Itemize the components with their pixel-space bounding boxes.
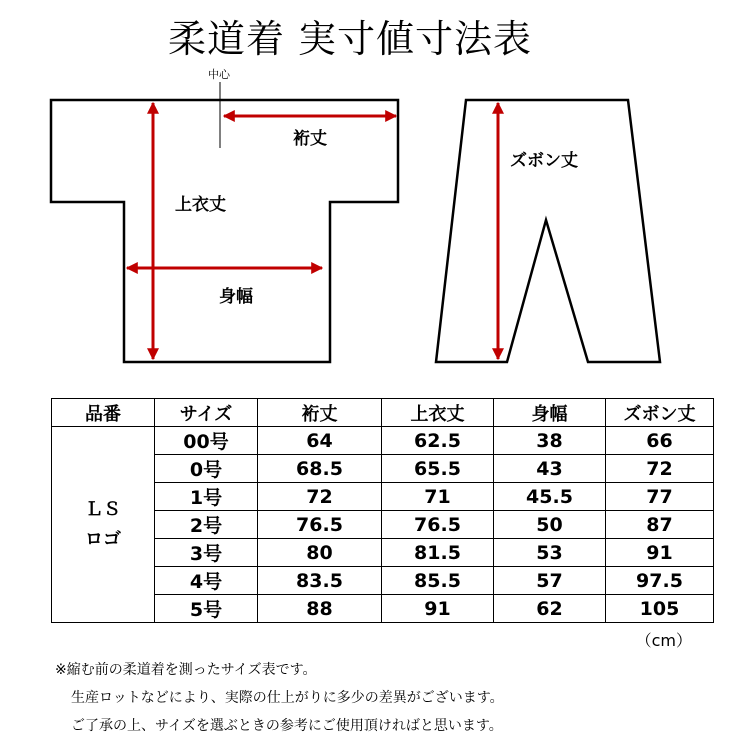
jacket-length-label: 上衣丈 — [175, 195, 226, 215]
yuki-cell: 68.5 — [258, 455, 382, 483]
jacket-cell: 71 — [382, 483, 494, 511]
pants-cell: 97.5 — [606, 567, 714, 595]
width-cell: 43 — [494, 455, 606, 483]
jacket-cell: 76.5 — [382, 511, 494, 539]
unit-label: （cm） — [635, 631, 692, 650]
pants-cell: 91 — [606, 539, 714, 567]
table-row — [52, 427, 714, 455]
note-line: ※縮む前の柔道着を測ったサイズ表です。 — [55, 662, 317, 678]
size-cell: 1号 — [155, 483, 258, 511]
pants-cell: 72 — [606, 455, 714, 483]
body-width-label: 身幅 — [219, 287, 253, 307]
size-cell: 0号 — [155, 455, 258, 483]
width-cell: 45.5 — [494, 483, 606, 511]
header-product: 品番 — [52, 399, 155, 427]
yuki-cell: 72 — [258, 483, 382, 511]
jacket-cell: 91 — [382, 595, 494, 623]
size-cell: 3号 — [155, 539, 258, 567]
pants-cell: 105 — [606, 595, 714, 623]
product-cell — [52, 427, 155, 623]
size-cell: 5号 — [155, 595, 258, 623]
pants-cell: 77 — [606, 483, 714, 511]
width-cell: 53 — [494, 539, 606, 567]
note-line: 生産ロットなどにより、実際の仕上がりに多少の差異がございます。 — [71, 690, 504, 706]
pants-length-label: ズボン丈 — [510, 151, 578, 171]
jacket-cell: 62.5 — [382, 427, 494, 455]
yuki-cell: 88 — [258, 595, 382, 623]
pants-cell: 87 — [606, 511, 714, 539]
yuki-cell: 83.5 — [258, 567, 382, 595]
pants-outline — [436, 100, 660, 362]
size-cell: 4号 — [155, 567, 258, 595]
width-cell: 57 — [494, 567, 606, 595]
table-header-row — [52, 399, 714, 427]
size-cell: 00号 — [155, 427, 258, 455]
header-body-width: 身幅 — [494, 399, 606, 427]
size-cell: 2号 — [155, 511, 258, 539]
size-table — [51, 398, 714, 623]
pants-cell: 66 — [606, 427, 714, 455]
width-cell: 38 — [494, 427, 606, 455]
header-pants-length: ズボン丈 — [606, 399, 714, 427]
notes — [55, 656, 504, 740]
jacket-cell: 85.5 — [382, 567, 494, 595]
center-label: 中心 — [208, 68, 230, 81]
product-line: ＬＳ — [85, 498, 121, 520]
yuki-cell: 76.5 — [258, 511, 382, 539]
header-jacket-length: 上衣丈 — [382, 399, 494, 427]
page-title: 柔道着 実寸値寸法表 — [167, 17, 533, 61]
yuki-cell: 80 — [258, 539, 382, 567]
width-cell: 50 — [494, 511, 606, 539]
note-line: ご了承の上、サイズを選ぶときの参考にご使用頂ければと思います。 — [71, 718, 503, 734]
jacket-outline — [51, 100, 398, 362]
jacket-cell: 65.5 — [382, 455, 494, 483]
width-cell: 62 — [494, 595, 606, 623]
header-size: サイズ — [155, 399, 258, 427]
jacket-cell: 81.5 — [382, 539, 494, 567]
product-line: ロゴ — [85, 528, 121, 550]
header-yuki: 裄丈 — [258, 399, 382, 427]
yuki-label: 裄丈 — [293, 129, 327, 149]
yuki-cell: 64 — [258, 427, 382, 455]
